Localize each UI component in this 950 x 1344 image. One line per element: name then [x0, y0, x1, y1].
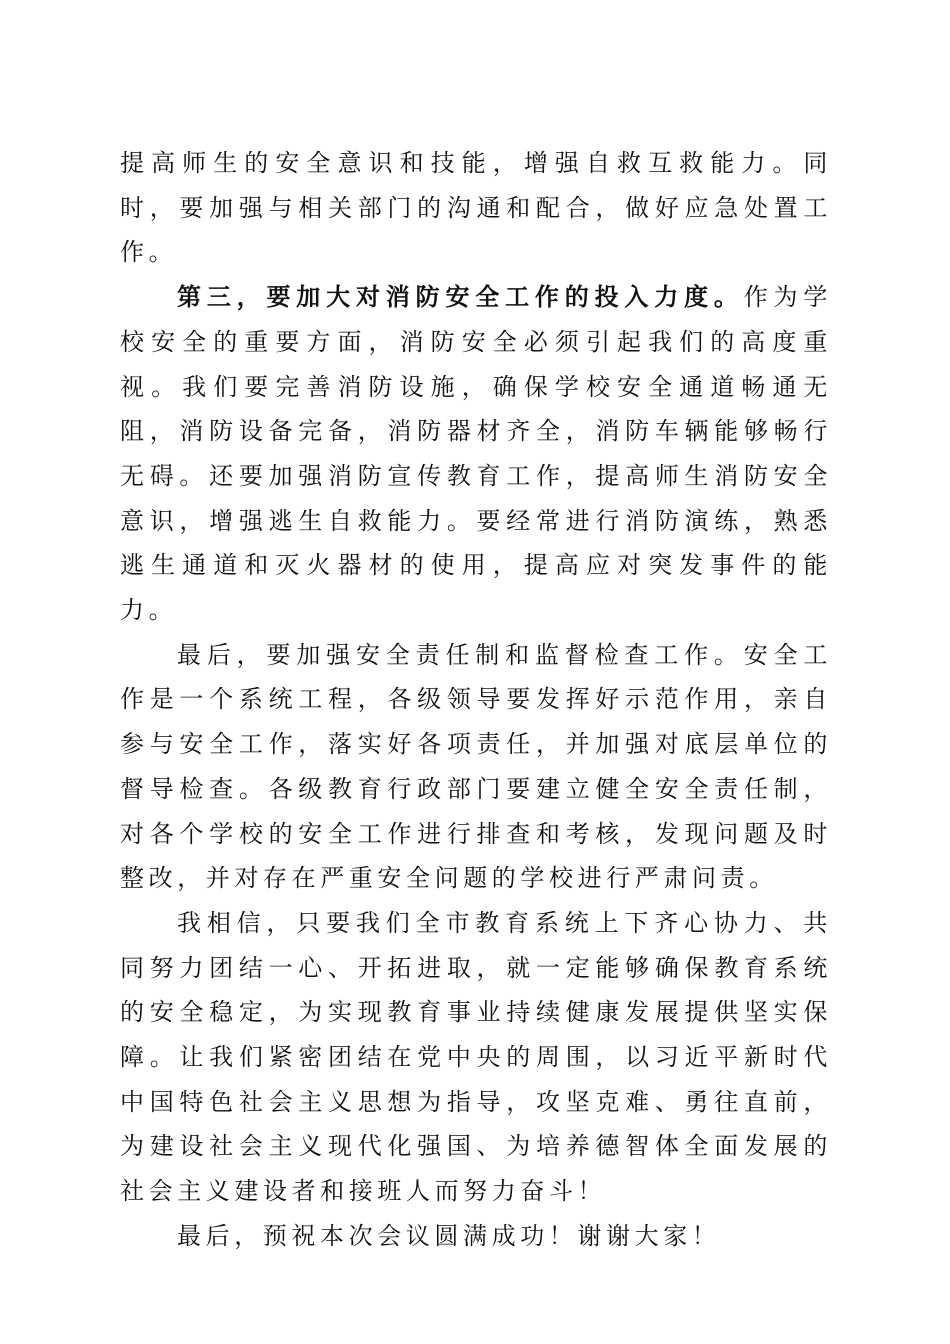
paragraph-lead-heading: 第三，要加大对消防安全工作的投入力度。: [177, 282, 744, 312]
paragraph-fire-safety: [120, 275, 832, 633]
paragraph-text: 最后，要加强安全责任制和监督检查工作。安全工作是一个系统工程，各级领导要发挥好示范作用，亲自参与安全工作，落实好各项责任，并加强对底层单位的督导检查。各级教育行政部门要建立健全安全责任制，对各个学校的安全工作进行排查和考核，发现问题及时整改，并对存在严重安全问题的学校进行严肃问责。: [120, 640, 832, 893]
paragraph-text: 提高师生的安全意识和技能，增强自救互救能力。同时，要加强与相关部门的沟通和配合，做好应急处置工作。: [120, 149, 832, 267]
paragraph-text: 作为学校安全的重要方面，消防安全必须引起我们的高度重视。我们要完善消防设施，确保学校安全通道畅通无阻，消防设备完备，消防器材齐全，消防车辆能够畅行无碍。还要加强消防宣传教育工作，提高师生消防安全意识，增强逃生自救能力。要经常进行消防演练，熟悉逃生通道和灭火器材的使用，提高应对突发事件的能力。: [120, 283, 832, 625]
paragraph-closing: [120, 1214, 832, 1259]
paragraph-conclusion: [120, 901, 832, 1214]
paragraph-continuation: [120, 141, 832, 275]
paragraph-responsibility: [120, 633, 832, 901]
paragraph-text: 最后，预祝本次会议圆满成功！谢谢大家！: [177, 1221, 721, 1250]
paragraph-text: 我相信，只要我们全市教育系统上下齐心协力、共同努力团结一心、开拓进取，就一定能够确保教育系统的安全稳定，为实现教育事业持续健康发展提供坚实保障。让我们紧密团结在党中央的周围，以习近平新时代中国特色社会主义思想为指导，攻坚克难、勇往直前，为建设社会主义现代化强国、为培养德智体全面发展的社会主义建设者和接班人而努力奋斗！: [120, 908, 832, 1206]
document-body: [120, 141, 832, 1259]
